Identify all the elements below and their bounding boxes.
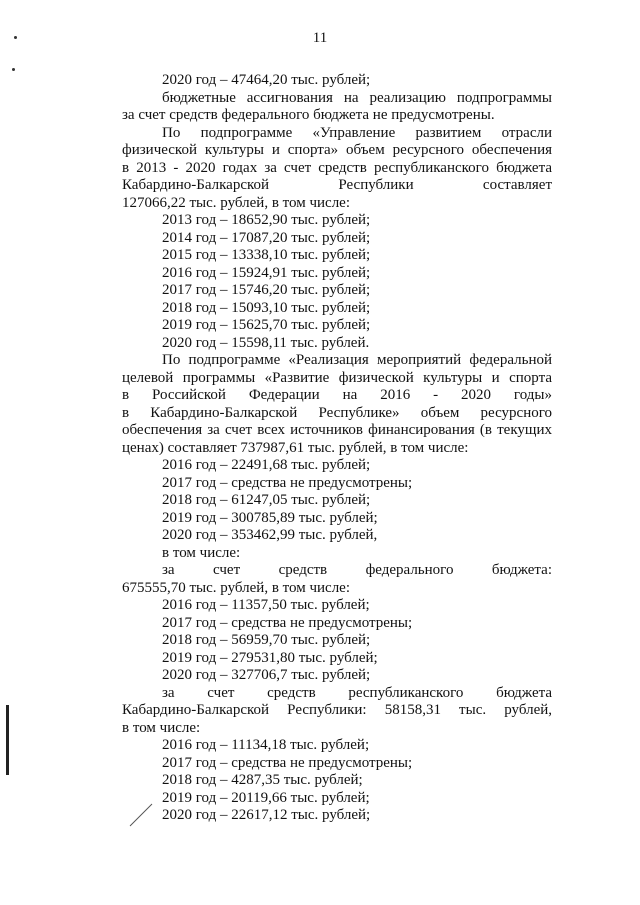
text-line: 2013 год – 18652,90 тыс. рублей; — [162, 212, 371, 228]
text-line: за счет средств федерального бюджета: — [162, 562, 552, 578]
text-line: в том числе: — [162, 544, 241, 561]
text-line: Кабардино-Балкарской Республики составляет — [122, 177, 552, 193]
text-line: 2018 год – 15093,10 тыс. рублей; — [162, 299, 371, 316]
text-line: в Кабардино-Балкарской Республике» объем ресурсного — [122, 404, 552, 421]
text-line: за счет средств республиканского бюджета — [162, 684, 552, 701]
text-line: 2016 год – 15924,91 тыс. рублей; — [162, 264, 371, 281]
text-line: 675555,70 тыс. рублей, в том числе: — [122, 579, 351, 596]
text-line: 2017 год – средства не предусмотрены; — [162, 754, 413, 771]
page-number: 11 — [312, 30, 328, 46]
text-line: 127066,22 тыс. рублей, в том числе: — [122, 194, 351, 211]
text-line: 2016 год – 22491,68 тыс. рублей; — [162, 457, 371, 473]
text-line: 2020 год – 327706,7 тыс. рублей; — [162, 667, 371, 683]
text-line: 2018 год – 56959,70 тыс. рублей; — [162, 632, 371, 648]
text-line: 2017 год – средства не предусмотрены; — [162, 614, 413, 631]
scan-artifact-dot — [12, 68, 15, 71]
text-line: 2020 год – 15598,11 тыс. рублей. — [162, 334, 370, 351]
text-line: Кабардино-Балкарской Республики: 58158,31 тыс. рублей, — [122, 702, 552, 718]
text-line: 2016 год – 11134,18 тыс. рублей; — [162, 737, 370, 753]
text-line: 2019 год – 300785,89 тыс. рублей; — [162, 509, 378, 526]
text-line: 2017 год – средства не предусмотрены; — [162, 474, 413, 491]
text-line: 2020 год – 47464,20 тыс. рублей; — [162, 72, 371, 88]
text-line: 2020 год – 22617,12 тыс. рублей; — [162, 807, 371, 823]
text-line: 2019 год – 20119,66 тыс. рублей; — [162, 789, 370, 806]
text-line: ценах) составляет 737987,61 тыс. рублей, в том числе: — [122, 439, 469, 456]
text-line: 2019 год – 279531,80 тыс. рублей; — [162, 649, 378, 666]
text-line: целевой программы «Развитие физической культуры и спорта — [122, 369, 552, 386]
text-line: в том числе: — [122, 719, 201, 736]
scan-artifact-dot — [14, 36, 17, 39]
scan-artifact-bar — [6, 705, 9, 775]
text-line: 2014 год – 17087,20 тыс. рублей; — [162, 229, 371, 246]
text-line: 2018 год – 4287,35 тыс. рублей; — [162, 772, 363, 788]
text-line: 2019 год – 15625,70 тыс. рублей; — [162, 317, 371, 333]
text-line: за счет средств федерального бюджета не предусмотрены. — [122, 107, 495, 123]
text-line: 2016 год – 11357,50 тыс. рублей; — [162, 597, 370, 613]
text-line: 2018 год – 61247,05 тыс. рублей; — [162, 492, 371, 508]
pen-stroke-mark — [128, 800, 158, 830]
text-line: бюджетные ассигнования на реализацию подпрограммы — [162, 89, 552, 106]
text-line: в 2013 - 2020 годах за счет средств республиканского бюджета — [122, 159, 552, 176]
document-body — [122, 72, 552, 825]
text-line: По подпрограмме «Реализация мероприятий федеральной — [162, 352, 552, 368]
text-line: обеспечения за счет всех источников финансирования (в текущих — [122, 422, 552, 438]
text-line: По подпрограмме «Управление развитием отрасли — [162, 124, 552, 141]
text-line: в Российской Федерации на 2016 - 2020 годы» — [122, 387, 552, 403]
text-line: 2017 год – 15746,20 тыс. рублей; — [162, 282, 371, 298]
text-line: 2015 год – 13338,10 тыс. рублей; — [162, 247, 371, 263]
text-line: 2020 год – 353462,99 тыс. рублей, — [162, 527, 378, 543]
text-line: физической культуры и спорта» объем ресурсного обеспечения — [122, 142, 552, 158]
